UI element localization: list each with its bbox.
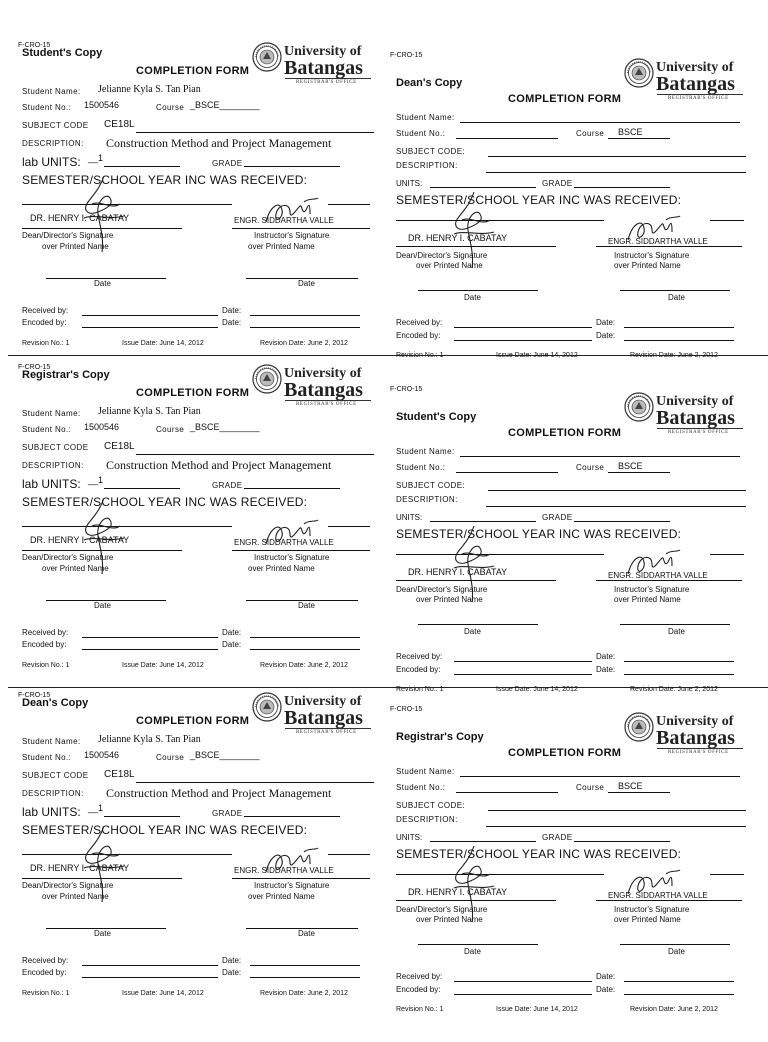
dean-signature-line	[22, 228, 182, 229]
received-by-label: Received by:	[22, 306, 69, 315]
encoded-by-line	[82, 327, 218, 328]
encoded-date-line	[250, 649, 360, 650]
encoded-date-line	[250, 327, 360, 328]
encoded-date-line	[624, 674, 734, 675]
course-value: BSCE	[618, 781, 643, 791]
student-no-label: Student No.:	[22, 425, 72, 434]
encoded-by-line	[82, 649, 218, 650]
semester-line-short	[710, 220, 744, 221]
university-seal-icon	[624, 58, 654, 88]
university-name-line1: University of	[284, 366, 362, 381]
grade-line	[574, 841, 670, 842]
student-no-value: 1500546	[84, 750, 120, 760]
logo-rule	[657, 94, 743, 95]
form-title: COMPLETION FORM	[136, 715, 250, 727]
subject-code-line	[136, 132, 374, 133]
description-value: Construction Method and Project Management	[106, 458, 332, 472]
encoded-by-line	[454, 994, 592, 995]
dean-signature-line	[396, 580, 556, 581]
university-name-line2: Batangas	[656, 407, 735, 429]
dean-signature-caption: Dean/Director's Signature	[22, 553, 114, 562]
student-no-label: Student No.:	[396, 129, 446, 138]
logo-rule	[285, 78, 371, 79]
completion-form	[390, 706, 762, 1042]
semester-label: SEMESTER/SCHOOL YEAR INC WAS RECEIVED:	[22, 823, 308, 837]
student-no-label: Student No.:	[396, 783, 446, 792]
registrar-office-label: REGISTRAR'S OFFICE	[296, 402, 357, 407]
university-name-line2: Batangas	[284, 379, 363, 401]
instructor-name: ENGR. SIDDARTHA VALLE	[234, 866, 334, 875]
units-value: __1	[88, 153, 104, 163]
encoded-date-line	[624, 340, 734, 341]
student-name-value: Jelianne Kyla S. Tan Pian	[98, 84, 201, 95]
encoded-date-label: Date:	[222, 318, 242, 327]
copy-label: Dean's Copy	[396, 77, 463, 89]
encoded-date-line	[624, 994, 734, 995]
dean-printed-name-caption: over Printed Name	[42, 242, 109, 251]
instructor-date-caption: Date	[298, 601, 315, 610]
encoded-by-line	[454, 340, 592, 341]
dean-date-line	[418, 624, 538, 625]
dean-date-caption: Date	[464, 947, 481, 956]
received-by-label: Received by:	[396, 318, 443, 327]
description-label: DESCRIPTION:	[22, 789, 84, 798]
dean-signature-line	[22, 550, 182, 551]
logo-rule	[657, 428, 743, 429]
subject-code-value: CE18L	[104, 769, 135, 780]
grade-line	[574, 521, 670, 522]
dean-printed-name-caption: over Printed Name	[416, 595, 483, 604]
student-name-label: Student Name:	[396, 447, 455, 456]
logo-rule	[285, 728, 371, 729]
description-label: DESCRIPTION:	[396, 495, 458, 504]
dean-date-caption: Date	[94, 279, 111, 288]
semester-line-short	[328, 204, 370, 205]
received-date-line	[624, 981, 734, 982]
student-no-line	[456, 792, 558, 793]
instructor-date-caption: Date	[668, 947, 685, 956]
form-title: COMPLETION FORM	[136, 65, 250, 77]
course-label: Course	[156, 103, 185, 112]
encoded-by-line	[82, 977, 218, 978]
university-name-line2: Batangas	[656, 73, 735, 95]
dean-signature-caption: Dean/Director's Signature	[22, 231, 114, 240]
description-label: DESCRIPTION:	[396, 161, 458, 170]
received-date-line	[624, 661, 734, 662]
course-line	[608, 472, 670, 473]
university-logo	[624, 58, 746, 104]
subject-code-value: CE18L	[104, 119, 135, 130]
semester-label: SEMESTER/SCHOOL YEAR INC WAS RECEIVED:	[396, 847, 682, 861]
instructor-printed-name-caption: over Printed Name	[248, 242, 315, 251]
revision-date: Revision Date: June 2, 2012	[630, 352, 718, 359]
revision-date: Revision Date: June 2, 2012	[260, 340, 348, 347]
grade-label: GRADE	[542, 833, 573, 842]
received-date-line	[250, 315, 360, 316]
university-name-line1: University of	[656, 394, 734, 409]
encoded-date-line	[250, 977, 360, 978]
units-line	[104, 816, 180, 817]
description-label: DESCRIPTION:	[396, 815, 458, 824]
instructor-signature-line	[596, 580, 742, 581]
form-code: F-CRO-15	[390, 706, 423, 713]
received-date-label: Date:	[596, 318, 616, 327]
copy-label: Student's Copy	[22, 47, 103, 59]
instructor-date-line	[620, 290, 730, 291]
instructor-signature-caption: Instructor's Signature	[614, 585, 690, 594]
course-value: _BSCE________	[190, 100, 260, 110]
revision-date: Revision Date: June 2, 2012	[630, 686, 718, 693]
university-seal-icon	[624, 712, 654, 742]
received-by-label: Received by:	[22, 956, 69, 965]
received-by-label: Received by:	[396, 972, 443, 981]
dean-signature-caption: Dean/Director's Signature	[396, 585, 488, 594]
course-value: _BSCE________	[190, 422, 260, 432]
form-title: COMPLETION FORM	[508, 93, 622, 105]
grade-line	[244, 166, 340, 167]
university-logo	[252, 364, 374, 410]
dean-name: DR. HENRY I. CABATAY	[30, 863, 130, 873]
university-name-line2: Batangas	[656, 727, 735, 749]
grade-line	[244, 816, 340, 817]
course-label: Course	[576, 783, 605, 792]
received-date-line	[250, 965, 360, 966]
received-date-label: Date:	[222, 306, 242, 315]
university-seal-icon	[252, 364, 282, 394]
units-label: lab UNITS:	[22, 805, 81, 819]
semester-line-short	[328, 526, 370, 527]
instructor-printed-name-caption: over Printed Name	[614, 915, 681, 924]
subject-code-line	[488, 156, 746, 157]
subject-code-label: SUBJECT CODE	[22, 121, 89, 130]
grade-label: GRADE	[542, 513, 573, 522]
form-code: F-CRO-15	[18, 692, 51, 699]
issue-date: Issue Date: June 14, 2012	[122, 662, 204, 669]
dean-signature-line	[396, 900, 556, 901]
revision-date: Revision Date: June 2, 2012	[260, 662, 348, 669]
instructor-name: ENGR. SIDDARTHA VALLE	[608, 571, 708, 580]
revision-number: Revision No.: 1	[22, 662, 70, 669]
university-seal-icon	[252, 42, 282, 72]
semester-line-short	[328, 854, 370, 855]
issue-date: Issue Date: June 14, 2012	[496, 1006, 578, 1013]
dean-printed-name-caption: over Printed Name	[416, 261, 483, 270]
units-line	[430, 841, 536, 842]
course-value: _BSCE________	[190, 750, 260, 760]
student-no-label: Student No.:	[22, 753, 72, 762]
student-name-value: Jelianne Kyla S. Tan Pian	[98, 734, 201, 745]
units-line	[104, 166, 180, 167]
instructor-date-caption: Date	[298, 929, 315, 938]
encoded-by-line	[454, 674, 592, 675]
received-by-line	[82, 965, 218, 966]
instructor-signature-caption: Instructor's Signature	[254, 231, 330, 240]
form-title: COMPLETION FORM	[508, 747, 622, 759]
semester-label: SEMESTER/SCHOOL YEAR INC WAS RECEIVED:	[396, 193, 682, 207]
issue-date: Issue Date: June 14, 2012	[122, 990, 204, 997]
encoded-by-label: Encoded by:	[396, 331, 441, 340]
dean-signature-line	[22, 878, 182, 879]
copy-label: Student's Copy	[396, 411, 477, 423]
instructor-signature-line	[232, 228, 370, 229]
instructor-signature-line	[232, 878, 370, 879]
form-title: COMPLETION FORM	[136, 387, 250, 399]
encoded-date-label: Date:	[222, 640, 242, 649]
logo-rule	[285, 400, 371, 401]
units-label: lab UNITS:	[22, 477, 81, 491]
units-label: UNITS:	[396, 513, 423, 522]
dean-name: DR. HENRY I. CABATAY	[30, 535, 130, 545]
university-name-line1: University of	[284, 44, 362, 59]
description-line	[486, 826, 746, 827]
dean-printed-name-caption: over Printed Name	[416, 915, 483, 924]
course-label: Course	[576, 463, 605, 472]
grade-label: GRADE	[212, 159, 243, 168]
student-name-line	[460, 456, 740, 457]
university-name-line1: University of	[656, 60, 734, 75]
subject-code-label: SUBJECT CODE:	[396, 481, 466, 490]
revision-date: Revision Date: June 2, 2012	[630, 1006, 718, 1013]
university-seal-icon	[624, 392, 654, 422]
completion-form	[390, 386, 762, 722]
registrar-office-label: REGISTRAR'S OFFICE	[668, 430, 729, 435]
dean-name: DR. HENRY I. CABATAY	[408, 887, 508, 897]
description-label: DESCRIPTION:	[22, 139, 84, 148]
grade-label: GRADE	[212, 481, 243, 490]
grade-label: GRADE	[212, 809, 243, 818]
university-logo	[252, 692, 374, 738]
grade-line	[244, 488, 340, 489]
form-code: F-CRO-15	[390, 52, 423, 59]
registrar-office-label: REGISTRAR'S OFFICE	[668, 750, 729, 755]
received-date-label: Date:	[596, 972, 616, 981]
received-by-label: Received by:	[22, 628, 69, 637]
issue-date: Issue Date: June 14, 2012	[122, 340, 204, 347]
course-line	[608, 792, 670, 793]
instructor-printed-name-caption: over Printed Name	[248, 564, 315, 573]
units-value: __1	[88, 475, 104, 485]
university-logo	[624, 712, 746, 758]
subject-code-label: SUBJECT CODE:	[396, 147, 466, 156]
encoded-by-label: Encoded by:	[22, 318, 67, 327]
received-by-label: Received by:	[396, 652, 443, 661]
encoded-date-label: Date:	[596, 665, 616, 674]
semester-line-short	[710, 554, 744, 555]
semester-label: SEMESTER/SCHOOL YEAR INC WAS RECEIVED:	[396, 527, 682, 541]
student-name-line	[460, 122, 740, 123]
instructor-date-caption: Date	[668, 627, 685, 636]
dean-date-caption: Date	[464, 293, 481, 302]
grade-line	[574, 187, 670, 188]
encoded-date-label: Date:	[596, 331, 616, 340]
dean-date-caption: Date	[464, 627, 481, 636]
student-name-label: Student Name:	[396, 113, 455, 122]
form-code: F-CRO-15	[390, 386, 423, 393]
registrar-office-label: REGISTRAR'S OFFICE	[296, 80, 357, 85]
form-title: COMPLETION FORM	[508, 427, 622, 439]
received-by-line	[454, 981, 592, 982]
description-value: Construction Method and Project Management	[106, 786, 332, 800]
units-line	[430, 187, 536, 188]
student-name-value: Jelianne Kyla S. Tan Pian	[98, 406, 201, 417]
dean-name: DR. HENRY I. CABATAY	[30, 213, 130, 223]
instructor-date-line	[620, 624, 730, 625]
student-no-value: 1500546	[84, 422, 120, 432]
subject-code-line	[488, 490, 746, 491]
course-line	[608, 138, 670, 139]
registrar-office-label: REGISTRAR'S OFFICE	[668, 96, 729, 101]
description-value: Construction Method and Project Management	[106, 136, 332, 150]
registrar-office-label: REGISTRAR'S OFFICE	[296, 730, 357, 735]
university-name-line2: Batangas	[284, 707, 363, 729]
form-divider	[8, 355, 768, 356]
instructor-date-caption: Date	[668, 293, 685, 302]
instructor-printed-name-caption: over Printed Name	[614, 261, 681, 270]
encoded-by-label: Encoded by:	[396, 665, 441, 674]
form-code: F-CRO-15	[18, 42, 51, 49]
dean-signature-caption: Dean/Director's Signature	[396, 251, 488, 260]
university-logo	[252, 42, 374, 88]
subject-code-label: SUBJECT CODE	[22, 771, 89, 780]
issue-date: Issue Date: June 14, 2012	[496, 352, 578, 359]
instructor-name: ENGR. SIDDARTHA VALLE	[234, 216, 334, 225]
instructor-signature-line	[232, 550, 370, 551]
instructor-name: ENGR. SIDDARTHA VALLE	[608, 237, 708, 246]
dean-signature-caption: Dean/Director's Signature	[396, 905, 488, 914]
issue-date: Issue Date: June 14, 2012	[496, 686, 578, 693]
encoded-date-label: Date:	[596, 985, 616, 994]
course-value: BSCE	[618, 127, 643, 137]
dean-printed-name-caption: over Printed Name	[42, 892, 109, 901]
university-name-line1: University of	[284, 694, 362, 709]
revision-number: Revision No.: 1	[396, 352, 444, 359]
semester-label: SEMESTER/SCHOOL YEAR INC WAS RECEIVED:	[22, 495, 308, 509]
course-label: Course	[156, 753, 185, 762]
dean-signature-line	[396, 246, 556, 247]
units-line	[104, 488, 180, 489]
description-label: DESCRIPTION:	[22, 461, 84, 470]
received-date-label: Date:	[222, 628, 242, 637]
received-by-line	[454, 327, 592, 328]
student-name-label: Student Name:	[22, 87, 81, 96]
dean-date-caption: Date	[94, 601, 111, 610]
units-line	[430, 521, 536, 522]
received-by-line	[82, 637, 218, 638]
dean-date-line	[418, 944, 538, 945]
student-name-line	[460, 776, 740, 777]
copy-label: Registrar's Copy	[22, 369, 110, 381]
student-no-label: Student No.:	[22, 103, 72, 112]
units-value: __1	[88, 803, 104, 813]
completion-form	[18, 364, 390, 700]
copy-label: Registrar's Copy	[396, 731, 484, 743]
university-seal-icon	[252, 692, 282, 722]
completion-form	[18, 692, 390, 1028]
instructor-signature-line	[596, 246, 742, 247]
units-label: lab UNITS:	[22, 155, 81, 169]
subject-code-label: SUBJECT CODE	[22, 443, 89, 452]
subject-code-value: CE18L	[104, 441, 135, 452]
instructor-date-caption: Date	[298, 279, 315, 288]
instructor-signature-caption: Instructor's Signature	[254, 881, 330, 890]
instructor-signature-caption: Instructor's Signature	[614, 905, 690, 914]
revision-date: Revision Date: June 2, 2012	[260, 990, 348, 997]
revision-number: Revision No.: 1	[22, 990, 70, 997]
course-label: Course	[156, 425, 185, 434]
dean-name: DR. HENRY I. CABATAY	[408, 567, 508, 577]
logo-rule	[657, 748, 743, 749]
dean-signature-caption: Dean/Director's Signature	[22, 881, 114, 890]
student-name-label: Student Name:	[396, 767, 455, 776]
copy-label: Dean's Copy	[22, 697, 89, 709]
instructor-signature-line	[596, 900, 742, 901]
revision-number: Revision No.: 1	[22, 340, 70, 347]
received-date-line	[250, 637, 360, 638]
received-by-line	[454, 661, 592, 662]
form-divider	[8, 687, 768, 688]
encoded-by-label: Encoded by:	[22, 968, 67, 977]
dean-date-caption: Date	[94, 929, 111, 938]
semester-line-short	[710, 874, 744, 875]
course-value: BSCE	[618, 461, 643, 471]
instructor-name: ENGR. SIDDARTHA VALLE	[234, 538, 334, 547]
subject-code-line	[488, 810, 746, 811]
dean-name: DR. HENRY I. CABATAY	[408, 233, 508, 243]
received-date-label: Date:	[596, 652, 616, 661]
units-label: UNITS:	[396, 179, 423, 188]
semester-label: SEMESTER/SCHOOL YEAR INC WAS RECEIVED:	[22, 173, 308, 187]
course-label: Course	[576, 129, 605, 138]
description-line	[486, 506, 746, 507]
university-name-line2: Batangas	[284, 57, 363, 79]
subject-code-label: SUBJECT CODE:	[396, 801, 466, 810]
dean-printed-name-caption: over Printed Name	[42, 564, 109, 573]
encoded-by-label: Encoded by:	[22, 640, 67, 649]
encoded-date-label: Date:	[222, 968, 242, 977]
completion-form	[18, 42, 390, 378]
received-by-line	[82, 315, 218, 316]
received-date-label: Date:	[222, 956, 242, 965]
dean-date-line	[418, 290, 538, 291]
revision-number: Revision No.: 1	[396, 686, 444, 693]
form-code: F-CRO-15	[18, 364, 51, 371]
instructor-signature-caption: Instructor's Signature	[254, 553, 330, 562]
student-name-label: Student Name:	[22, 409, 81, 418]
student-no-line	[456, 138, 558, 139]
completion-form	[390, 52, 762, 388]
instructor-printed-name-caption: over Printed Name	[248, 892, 315, 901]
instructor-printed-name-caption: over Printed Name	[614, 595, 681, 604]
grade-label: GRADE	[542, 179, 573, 188]
instructor-signature-caption: Instructor's Signature	[614, 251, 690, 260]
revision-number: Revision No.: 1	[396, 1006, 444, 1013]
units-label: UNITS:	[396, 833, 423, 842]
description-line	[486, 172, 746, 173]
student-no-label: Student No.:	[396, 463, 446, 472]
university-logo	[624, 392, 746, 438]
subject-code-line	[136, 782, 374, 783]
student-name-label: Student Name:	[22, 737, 81, 746]
university-name-line1: University of	[656, 714, 734, 729]
student-no-value: 1500546	[84, 100, 120, 110]
student-no-line	[456, 472, 558, 473]
subject-code-line	[136, 454, 374, 455]
received-date-line	[624, 327, 734, 328]
instructor-date-line	[620, 944, 730, 945]
instructor-name: ENGR. SIDDARTHA VALLE	[608, 891, 708, 900]
encoded-by-label: Encoded by:	[396, 985, 441, 994]
